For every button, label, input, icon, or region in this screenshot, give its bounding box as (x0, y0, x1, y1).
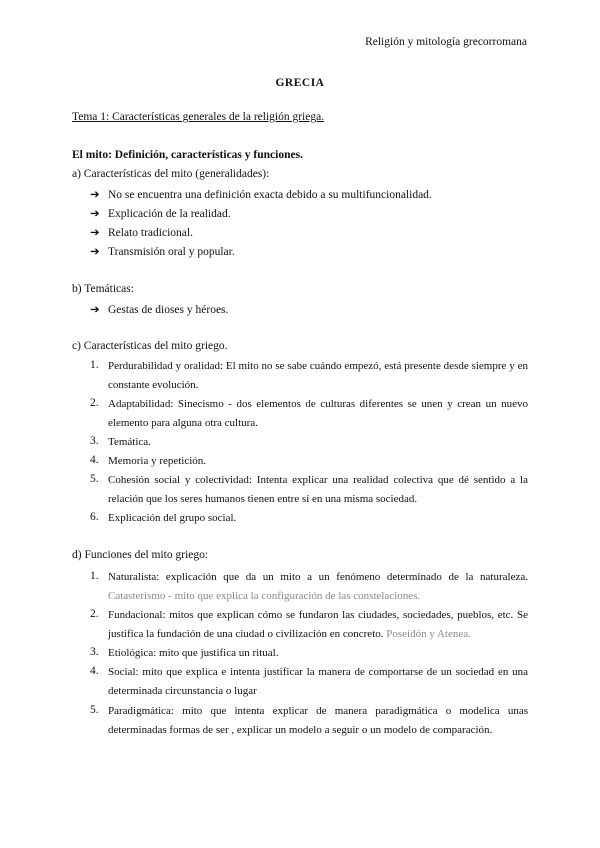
list-number: 3. (90, 646, 99, 658)
topic-heading: Tema 1: Características generales de la religión griega. (72, 111, 325, 123)
list-item: Memoria y repetición. (108, 455, 207, 467)
arrow-icon: ➔ (90, 246, 100, 258)
list-item: Adaptabilidad: Sinecismo - dos elementos de culturas diferentes se unen y crean un nuevo elemento para alguna otra cultura. (108, 398, 528, 429)
list-item: Perdurabilidad y oralidad: El mito no se sabe cuándo empezó, está presente desde siempre y en constante evolución. (108, 360, 528, 391)
list-number: 4. (90, 665, 99, 677)
bullet-item: ➔ Gestas de dioses y héroes. (90, 304, 229, 316)
bullet-item: ➔ Relato tradicional. (90, 227, 193, 239)
list-item: Explicación del grupo social. (108, 512, 237, 524)
section-d-title: d) Funciones del mito griego: (72, 549, 209, 561)
arrow-icon: ➔ (90, 189, 100, 201)
list-number: 1. (90, 359, 99, 371)
list-item: Paradigmática: mito que intenta explicar de manera paradigmática o modelica unas determinadas formas de ser , explicar un modelo a seguir o un modelo de comparación. (108, 705, 528, 736)
list-item: Social: mito que explica e intenta justificar la manera de comportarse de un sociedad en una determinada circunstancia o lugar (108, 666, 528, 697)
section-heading: El mito: Definición, características y funciones. (72, 149, 303, 161)
arrow-icon: ➔ (90, 208, 100, 220)
list-number: 6. (90, 511, 99, 523)
running-header: Religión y mitología grecorromana (365, 36, 527, 48)
bullet-item: ➔ Transmisión oral y popular. (90, 246, 235, 258)
list-item: Naturalista: explicación que da un mito a un fenómeno determinado de la naturaleza. Catasterismo - mito que explica la configuración de las constelaciones. (108, 571, 528, 602)
list-number: 1. (90, 570, 99, 582)
section-c-title: c) Características del mito griego. (72, 340, 228, 352)
list-item: Cohesión social y colectividad: Intenta explicar una realidad colectiva que dé sentido a la relación que los seres humanos tienen entre sí en una misma sociedad. (108, 474, 528, 505)
example-note: Catasterismo - mito que explica la configuración de las constelaciones. (108, 590, 421, 602)
list-number: 5. (90, 704, 99, 716)
bullet-item: ➔ Explicación de la realidad. (90, 208, 231, 220)
arrow-icon: ➔ (90, 227, 100, 239)
list-item: Etiológica: mito que justifica un ritual. (108, 647, 279, 659)
list-number: 4. (90, 454, 99, 466)
page-title: GRECIA (275, 77, 325, 89)
list-number: 2. (90, 397, 99, 409)
list-number: 2. (90, 608, 99, 620)
list-number: 3. (90, 435, 99, 447)
bullet-item: ➔ No se encuentra una definición exacta debido a su multifuncionalidad. (90, 189, 432, 201)
section-a-title: a) Características del mito (generalidades): (72, 168, 270, 180)
section-b-title: b) Temáticas: (72, 283, 134, 295)
arrow-icon: ➔ (90, 304, 100, 316)
list-item: Temática. (108, 436, 151, 448)
list-number: 5. (90, 473, 99, 485)
list-item: Fundacional: mitos que explican cómo se fundaron las ciudades, sociedades, pueblos, etc. Se justifica la fundación de una ciudad o civilización en concreto. Poseidón y Atenea. (108, 609, 528, 640)
example-note: Poseidón y Atenea. (386, 628, 471, 640)
